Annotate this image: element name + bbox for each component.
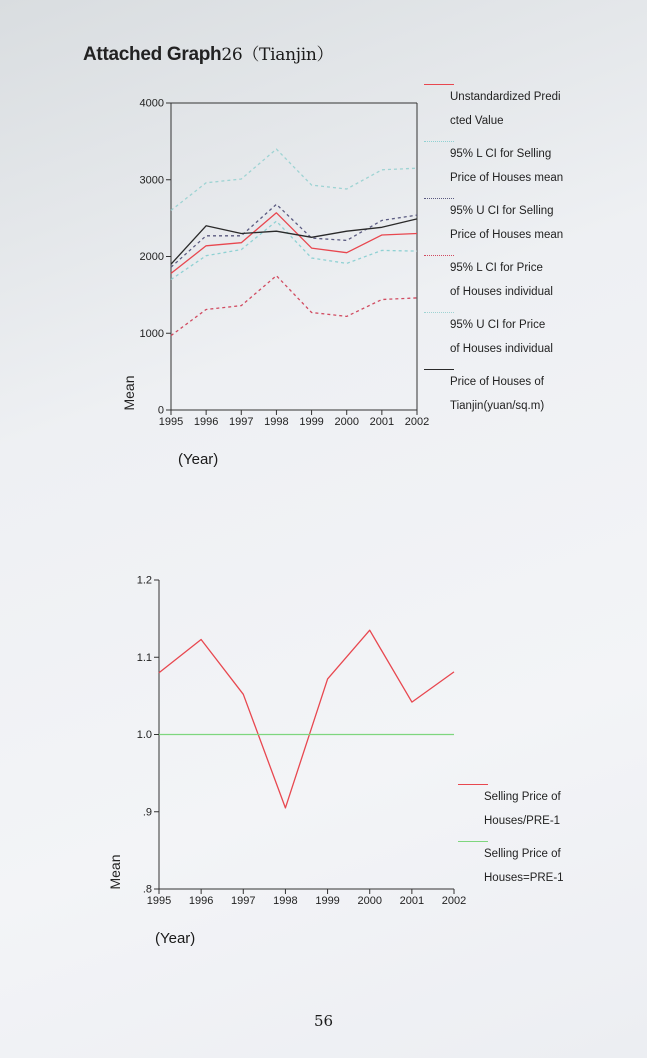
chart1-y-tick-label: 2000 — [139, 251, 164, 263]
chart1-x-tick-label: 1999 — [299, 416, 324, 428]
chart2-legend-label-1: Selling Price of — [484, 791, 561, 803]
chart1-x-tick-label: 2000 — [334, 416, 359, 428]
chart1-y-tick-label: 4000 — [139, 97, 164, 110]
chart2-y-tick-label: .8 — [142, 883, 152, 896]
chart1-legend-label-6: Tianjin(yuan/sq.m) — [450, 400, 545, 412]
chart1-legend-label-4: 95% L CI for Price — [450, 262, 543, 274]
chart2-legend-label-2: Selling Price of — [484, 848, 561, 860]
chart2-series-line-1 — [159, 630, 454, 808]
chart1-y-label: Mean — [121, 375, 137, 411]
chart1-x-tick-label: 1996 — [193, 416, 219, 428]
chart2-y-tick-label: 1.0 — [136, 729, 152, 741]
chart1-legend-label-3: Price of Houses mean — [450, 229, 564, 241]
chart1-y-tick-label: 3000 — [139, 174, 164, 187]
chart2-legend-label-2: Houses=PRE-1 — [484, 872, 564, 884]
chart2-legend-label-1: Houses/PRE-1 — [484, 815, 561, 827]
chart2-x-tick-label: 1999 — [315, 895, 340, 907]
chart1-x-tick-label: 1997 — [229, 416, 254, 428]
chart1-legend-label-6: Price of Houses of — [450, 376, 544, 388]
chart1-legend-label-2: Price of Houses mean — [450, 172, 564, 184]
chart2-x-tick-label: 1998 — [273, 895, 298, 907]
chart1-legend-label-1: Unstandardized Predi — [450, 91, 561, 103]
chart1-legend-label-1: cted Value — [450, 115, 504, 127]
chart1-y-tick-label: 1000 — [139, 327, 164, 340]
chart2-x-tick-label: 1995 — [146, 895, 172, 907]
chart1-legend — [450, 76, 563, 418]
chart1-legend-label-3: 95% U CI for Selling — [450, 205, 554, 217]
chart1-legend-label-5: 95% U CI for Price — [450, 319, 546, 331]
chart1-x-tick-label: 2002 — [404, 416, 430, 428]
chart2-x-tick-label: 2000 — [357, 895, 382, 907]
title-bold: Attached Graph — [83, 44, 222, 65]
chart2-y-tick-label: 1.1 — [136, 651, 152, 664]
chart1-x-label: (Year) — [178, 451, 219, 468]
chart2-y-label: Mean — [107, 854, 123, 890]
chart2-x-tick-label: 2002 — [441, 895, 467, 907]
chart1-x-tick-label: 2001 — [369, 416, 395, 428]
chart1-legend-label-2: 95% L CI for Selling — [450, 148, 552, 160]
chart2-x-tick-label: 1997 — [231, 895, 256, 907]
chart2-legend — [484, 776, 564, 890]
chart1-x-tick-label: 1995 — [158, 416, 184, 428]
chart2-x-tick-label: 2001 — [399, 895, 425, 907]
chart2-y-tick-label: 1.2 — [136, 574, 152, 587]
chart2-x-label: (Year) — [155, 930, 196, 947]
page-number: 56 — [313, 1012, 334, 1030]
chart1-legend-label-4: of Houses individual — [450, 286, 553, 298]
chart2-y-tick-label: .9 — [142, 806, 152, 819]
chart1-x-tick-label: 1998 — [264, 416, 289, 428]
title-rest: 26（Tianjin） — [221, 45, 334, 65]
chart1-y-tick-label: 0 — [157, 404, 164, 417]
chart1-legend-label-5: of Houses individual — [450, 343, 553, 355]
chart2-x-tick-label: 1996 — [188, 895, 214, 907]
